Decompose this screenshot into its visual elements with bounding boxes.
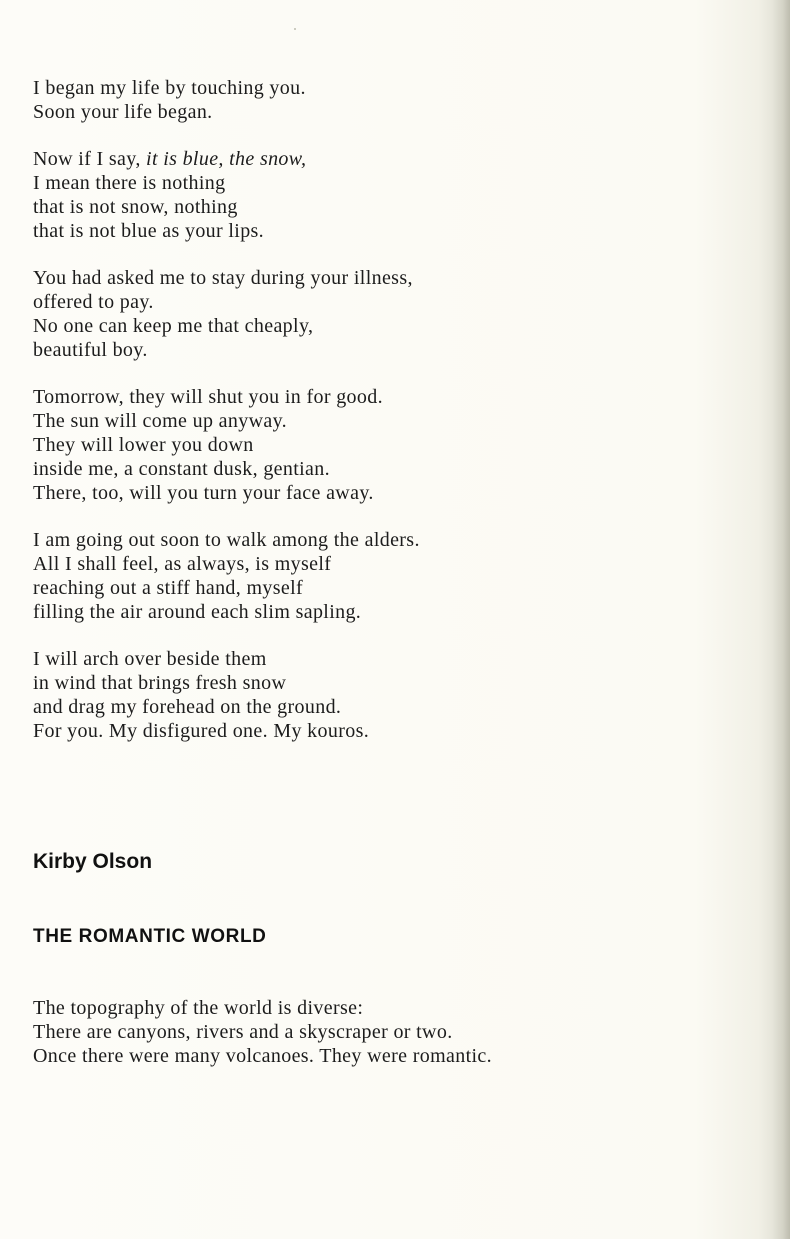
poem-line: For you. My disfigured one. My kouros.: [33, 720, 370, 742]
poem-title: THE ROMANTIC WORLD: [33, 926, 267, 947]
poem-line: in wind that brings fresh snow: [33, 672, 287, 694]
poem-line: offered to pay.: [33, 291, 154, 313]
poem-line: The topography of the world is diverse:: [33, 997, 364, 1019]
poem-line-italic: it is blue, the snow,: [146, 148, 307, 170]
stanza: [33, 528, 420, 624]
poem-line: There are canyons, rivers and a skyscraper or two.: [33, 1021, 453, 1043]
poem-line: reaching out a stiff hand, myself: [33, 577, 303, 599]
poem-line: that is not snow, nothing: [33, 196, 238, 218]
poem-line: They will lower you down: [33, 434, 254, 456]
poem-line: beautiful boy.: [33, 339, 148, 361]
page-edge-shadow: [772, 0, 790, 1239]
poem-line: There, too, will you turn your face away.: [33, 482, 374, 504]
poem-line: I mean there is nothing: [33, 172, 226, 194]
poem-line: Tomorrow, they will shut you in for good.: [33, 386, 383, 408]
poem-line: inside me, a constant dusk, gentian.: [33, 458, 330, 480]
poem-line: No one can keep me that cheaply,: [33, 315, 314, 337]
stanza: [33, 147, 420, 243]
stanza: [33, 266, 420, 362]
poem-line: Soon your life began.: [33, 101, 213, 123]
poem-line: You had asked me to stay during your illness,: [33, 267, 413, 289]
poem-line-prefix: Now if I say,: [33, 148, 147, 170]
poem-line: I am going out soon to walk among the alders.: [33, 529, 420, 551]
author-name: Kirby Olson: [33, 850, 153, 873]
stanza: [33, 76, 420, 124]
poem-body: [33, 76, 420, 766]
poem-line: I will arch over beside them: [33, 648, 267, 670]
stanza: [33, 385, 420, 505]
poem-line: I began my life by touching you.: [33, 77, 306, 99]
poem-line: The sun will come up anyway.: [33, 410, 287, 432]
poem-line: All I shall feel, as always, is myself: [33, 553, 332, 575]
poem-line: and drag my forehead on the ground.: [33, 696, 342, 718]
poem-line: filling the air around each slim sapling.: [33, 601, 362, 623]
poem-body-second: [33, 996, 492, 1068]
poem-line: [33, 147, 420, 171]
stanza: [33, 647, 420, 743]
poem-line: Once there were many volcanoes. They were romantic.: [33, 1045, 492, 1067]
poem-line: that is not blue as your lips.: [33, 220, 265, 242]
paper-speck: [294, 28, 296, 30]
